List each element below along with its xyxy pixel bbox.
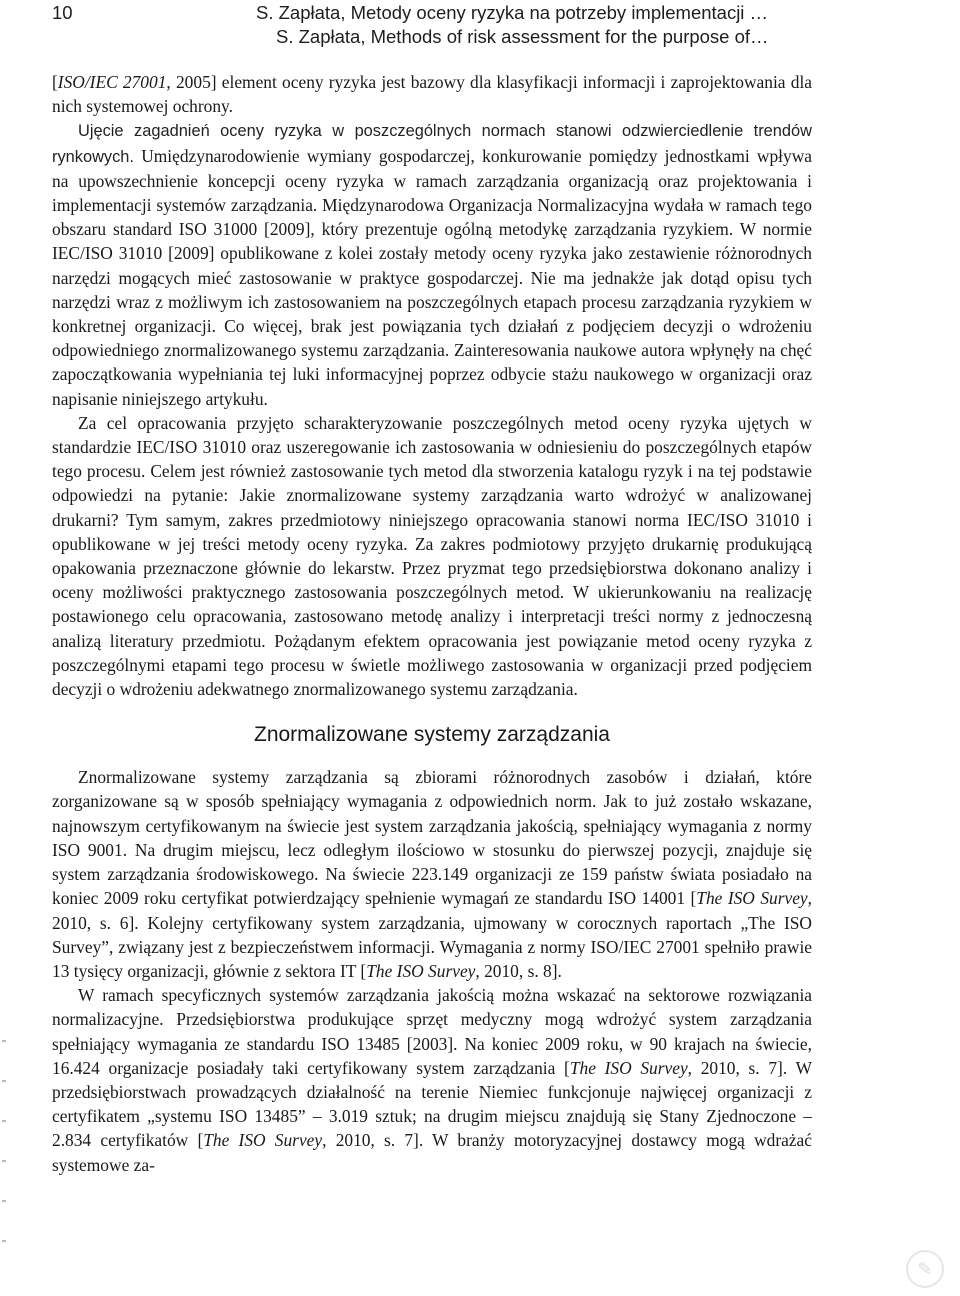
paragraph-market-trends [52, 118, 812, 410]
article-body [52, 70, 812, 1177]
citation: ISO/IEC 27001 [57, 72, 167, 92]
citation: The ISO Survey [366, 960, 476, 981]
paragraph-serif-text: Umiędzynarodowienie wymiany gospodarczej, konkurowanie pomiędzy jednostkami wpływa na upowszechnienie koncepcji oceny ryzyka w ramach zarządzania organizacją oraz projektowania i implementacji systemów zarządzania. Międzynarodowa Organizacja Normalizacyjna wydała w ramach tego obszaru standard ISO 31000 [2009], który prezentuje ogólną metodykę zarządzania ryzykiem. W normie IEC/ISO 31010 [2009] opublikowane z kolei zostały metody oceny ryzyka jako zestawienie różnorodnych narzędzi mogących mieć zastosowanie w praktyce gospodarczej. Nie ma jednakże jak dotąd opisu tych narzędzi wraz z możliwym ich zastosowaniem na poszczególnych etapach procesu zarządzania ryzykiem w konkretnej organizacji. Co więcej, brak jest powiązania tych działań z podjęciem decyzji o wdrożeniu odpowiedniego znormalizowanego systemu zarządzania. Zainteresowania naukowe autora wpłynęły na chęć zapoczątkowania wypełniania tej luki informacyjnej poprzez odbycie stażu naukowego w organizacji oraz napisanie niniejszego artykułu. [52, 145, 812, 409]
citation: The ISO Survey [569, 1057, 688, 1078]
paragraph-sector-solutions: W ramach specyficznych systemów zarządzania jakością można wskazać na sektorowe rozwiązania normalizacyjne. Przedsiębiorstwa produkujące sprzęt medyczny mogą wdrożyć system zarządzania spełniający wymagania ze standardu ISO 13485 [2003]. Na koniec 2009 roku, w 90 krajach na świecie, 16.424 organizacje posiadały taki certyfikowany system zarządzania [The ISO Survey, 2010, s. 7]. W przedsiębiorstwach prowadzących działalność na terenie Niemiec funkcjonuje najwięcej organizacji z certyfikatem „systemu ISO 13485” – 3.019 sztuk; na drugim miejscu znajdują się Stany Zjednoczone – 2.834 certyfikatów [The ISO Survey, 2010, s. 7]. W branży motoryzacyjnej dostawcy mogą wdrażać systemowe za- [52, 985, 812, 1175]
paragraph-aim: Za cel opracowania przyjęto scharakteryzowanie poszczególnych metod oceny ryzyka ujętych w standardzie IEC/ISO 31010 oraz uszeregowanie ich zastosowania w odniesieniu do poszczególnych etapów tego procesu. Celem jest również zastosowanie tych metod dla stworzenia katalogu ryzyk i na tej podstawie odpowiedzi na pytanie: Jakie znormalizowane systemy zarządzania warto wdrożyć w analizowanej drukarni? Tym samym, zakres przedmiotowy niniejszego opracowania stanowi norma IEC/ISO 31010 i opublikowane w jej treści metody oceny ryzyka. Za zakres podmiotowy przyjęto drukarnię produkującą opakowania przeznaczone głównie do lekarstw. Przez pryzmat tego przedsiębiorstwa dokonano analizy i oceny możliwości praktycznego zastosowania poszczególnych metod. W ukierunkowaniu na realizację postawionego celu opracowania, zastosowano metodę analizy i interpretacji treści normy z jednoczesną analizą literatury przedmiotu. Pożądanym efektem opracowania jest powiązanie metod oceny ryzyka z poszczególnymi etapami tego procesu w świetle możliwego zastosowania w organizacji przed podjęciem decyzji o wdrożeniu adekwatnego znormalizowanego systemu zarządzania. [52, 412, 812, 700]
page-header [52, 0, 812, 52]
paragraph-sans-sentence: Ujęcie zagadnień oceny ryzyka w poszczególnych normach stanowi odzwierciedlenie trendów rynkowych. [52, 122, 812, 166]
paragraph-standardized-systems: Znormalizowane systemy zarządzania są zbiorami różnorodnych zasobów i działań, które zorganizowane są w sposób spełniający wymagania z odpowiednich norm. Jak to już zostało wskazane, najnowszym certyfikowanym na świecie jest system zarządzania jakością, spełniający wymagania z normy ISO 9001. Na drugim miejscu, lecz odległym ilościowo w stosunku do pierwszej pozycji, znajduje się system zarządzania środowiskowego. Na świecie 223.149 organizacji ze 159 państw świata posiadało na koniec 2009 roku certyfikat potwierdzający spełnienie wymagań ze standardu ISO 14001 [The ISO Survey, 2010, s. 6]. Kolejny certyfikowany system zarządzania, ujmowany w corocznych raportach „The ISO Survey”, związany jest z bezpieczeństwem informacji. Wymagania z normy ISO/IEC 27001 spełniło prawie 13 tysięcy organizacji, głównie z sektora IT [The ISO Survey, 2010, s. 8]. [52, 767, 812, 981]
section-heading: Znormalizowane systemy zarządzania [254, 723, 610, 747]
document-page [52, 0, 812, 1175]
citation: The ISO Survey [696, 888, 808, 909]
page-number: 10 [52, 2, 73, 23]
margin-marks [2, 1040, 6, 1260]
running-title-polish: S. Zapłata, Metody oceny ryzyka na potrzeby implementacji … [256, 2, 769, 23]
watermark-icon: ✎ [906, 1250, 944, 1288]
running-title-english: S. Zapłata, Methods of risk assessment for the purpose of… [276, 26, 769, 47]
paragraph-iso-27001: [ISO/IEC 27001, 2005] element oceny ryzyka jest bazowy dla klasyfikacji informacji i zaprojektowania dla nich systemowej ochrony. [52, 72, 812, 117]
citation: The ISO Survey [203, 1130, 323, 1151]
